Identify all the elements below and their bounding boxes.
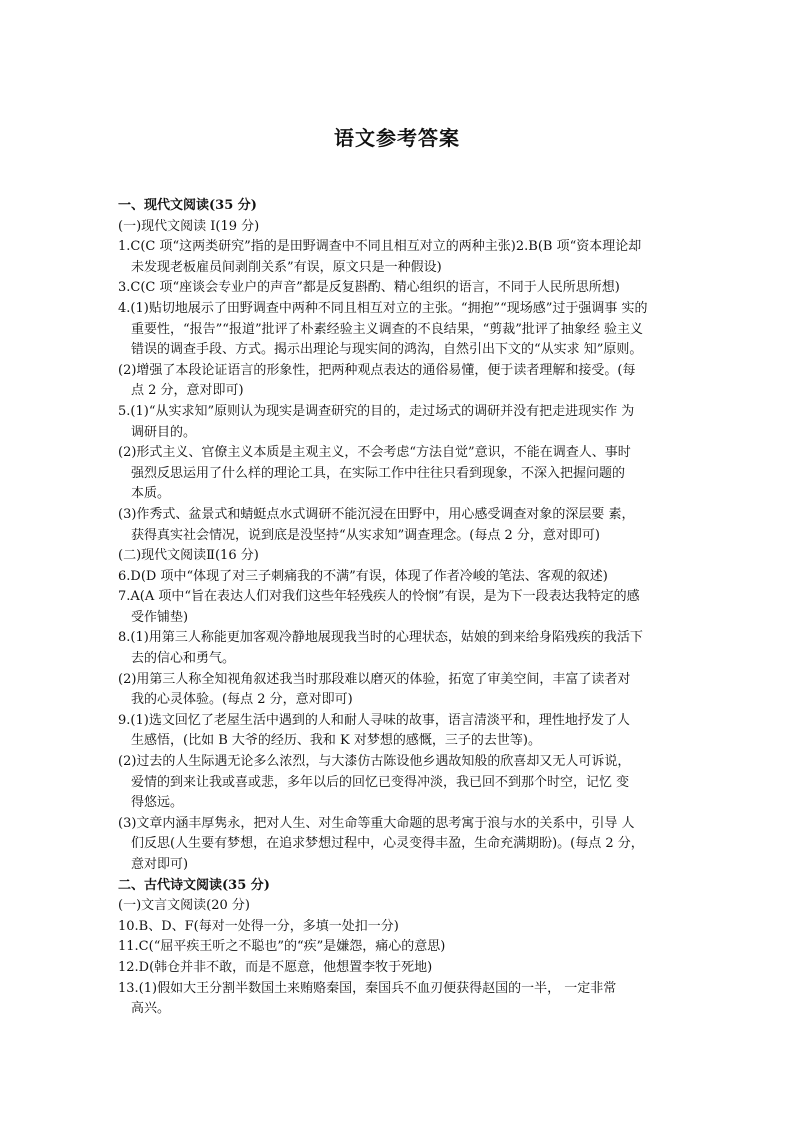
answer-line: 重要性，“报告”“报道”批评了朴素经验主义调查的不良结果，“剪裁”批评了抽象经 验主义	[131, 321, 644, 337]
answer-content	[118, 196, 688, 1020]
answer-line: 13.(1)假如大王分割半数国土来贿赂秦国，秦国兵不血刃便获得赵国的一半， 一定非常	[118, 980, 617, 996]
answer-line: 4.(1)贴切地展示了田野调查中两种不同且相互对立的主张。“拥抱”“现场感”过于强调事 实的	[118, 300, 648, 316]
answer-line: 本质。	[131, 486, 171, 502]
answer-line: 10.B、D、F(每对一处得一分，多填一处扣一分)	[118, 918, 399, 934]
answer-line: 7.A(A 项中“旨在表达人们对我们这些年轻残疾人的怜悯”有误，是为下一段表达我特定的感	[118, 589, 640, 605]
answer-line: 高兴。	[131, 1001, 171, 1017]
answer-line: 强烈反思运用了什么样的理论工具，在实际工作中往往只看到现象，不深入把握问题的	[131, 465, 626, 481]
answer-line: 9.(1)选文回忆了老屋生活中遇到的人和耐人寻味的故事，语言清淡平和，理性地抒发了人	[118, 712, 630, 728]
answer-line: (3)作秀式、盆景式和蜻蜓点水式调研不能沉浸在田野中，用心感受调查对象的深层要 素，	[118, 506, 635, 522]
answer-line: 获得真实社会情况，说到底是没坚持“从实求知”调查理念。(每点 2 分，意对即可)	[131, 527, 600, 543]
answer-line: (2)增强了本段论证语言的形象性，把两种观点表达的通俗易懂，便于读者理解和接受。(每	[118, 362, 636, 378]
answer-line: (2)过去的人生际遇无论多么浓烈，与大漆仿古陈设他乡遇故知般的欣喜却又无人可诉说，	[118, 754, 631, 770]
answer-line: 8.(1)用第三人称能更加客观冷静地展现我当时的心理状态，姑娘的到来给身陷残疾的我活下	[118, 630, 643, 646]
section-heading: 一、现代文阅读(35 分)	[118, 198, 257, 213]
answer-line: 错误的调查手段、方式。揭示出理论与现实间的鸿沟，自然引出下文的“从实求 知”原则。	[131, 342, 643, 358]
answer-line: 未发现老板雇员间剥削关系”有误，原文只是一种假设)	[131, 259, 442, 275]
answer-line: 3.C(C 项“座谈会专业户的声音”都是反复斟酌、精心组织的语言，不同于人民所思所想)	[118, 280, 620, 296]
answer-line: 6.D(D 项中“体现了对三子刺痛我的不满”有误，体现了作者冷峻的笔法、客观的叙述)	[118, 568, 608, 584]
answer-line: 受作铺垫)	[131, 609, 189, 625]
answer-line: 1.C(C 项“这两类研究”指的是田野调查中不同且相互对立的两种主张)2.B(B 项“资本理论却	[118, 239, 642, 255]
answer-line: 我的心灵体验。(每点 2 分，意对即可)	[131, 692, 353, 708]
answer-line: 爱情的到来让我或喜或悲，多年以后的回忆已变得冲淡，我已回不到那个时空，记忆 变	[131, 774, 630, 790]
answer-line: 5.(1)“从实求知”原则认为现实是调查研究的目的，走过场式的调研并没有把走进现实作 为	[118, 403, 635, 419]
answer-line: 去的信心和勇气。	[131, 651, 236, 667]
section-heading: 二、古代诗文阅读(35 分)	[118, 877, 270, 893]
answer-line: (2)用第三人称全知视角叙述我当时那段难以磨灭的体验，拓宽了审美空间，丰富了读者对	[118, 671, 631, 687]
answer-line: 们反思(人生要有梦想，在追求梦想过程中，心灵变得丰盈，生命充满期盼)。(每点 2 分，	[131, 836, 644, 852]
answer-line: 得悠远。	[131, 795, 184, 811]
answer-line: 调研目的。	[131, 424, 197, 440]
answer-line: (一)文言文阅读(20 分)	[118, 898, 250, 914]
answer-line: 点 2 分，意对即可)	[131, 383, 244, 399]
answer-line: 意对即可)	[131, 857, 189, 872]
answer-line: 生感悟，(比如 B 大爷的经历、我和 K 对梦想的感慨，三子的去世等)。	[131, 733, 541, 749]
answer-line: (二)现代文阅读Ⅱ(16 分)	[118, 548, 259, 564]
answer-line: 12.D(韩仓并非不敢，而是不愿意，他想置李牧于死地)	[118, 959, 433, 975]
page-title: 语文参考答案	[334, 126, 460, 150]
answer-line: (2)形式主义、官僚主义本质是主观主义，不会考虑“方法自觉”意识，不能在调查人、事时	[118, 445, 631, 461]
answer-line: 11.C(“屈平疾王听之不聪也”的“疾”是嫌怨，痛心的意思)	[118, 939, 446, 955]
answer-line: (3)文章内涵丰厚隽永，把对人生、对生命等重大命题的思考寓于浪与水的关系中，引导 人	[118, 815, 635, 831]
answer-line: (一)现代文阅读 I(19 分)	[118, 218, 260, 234]
